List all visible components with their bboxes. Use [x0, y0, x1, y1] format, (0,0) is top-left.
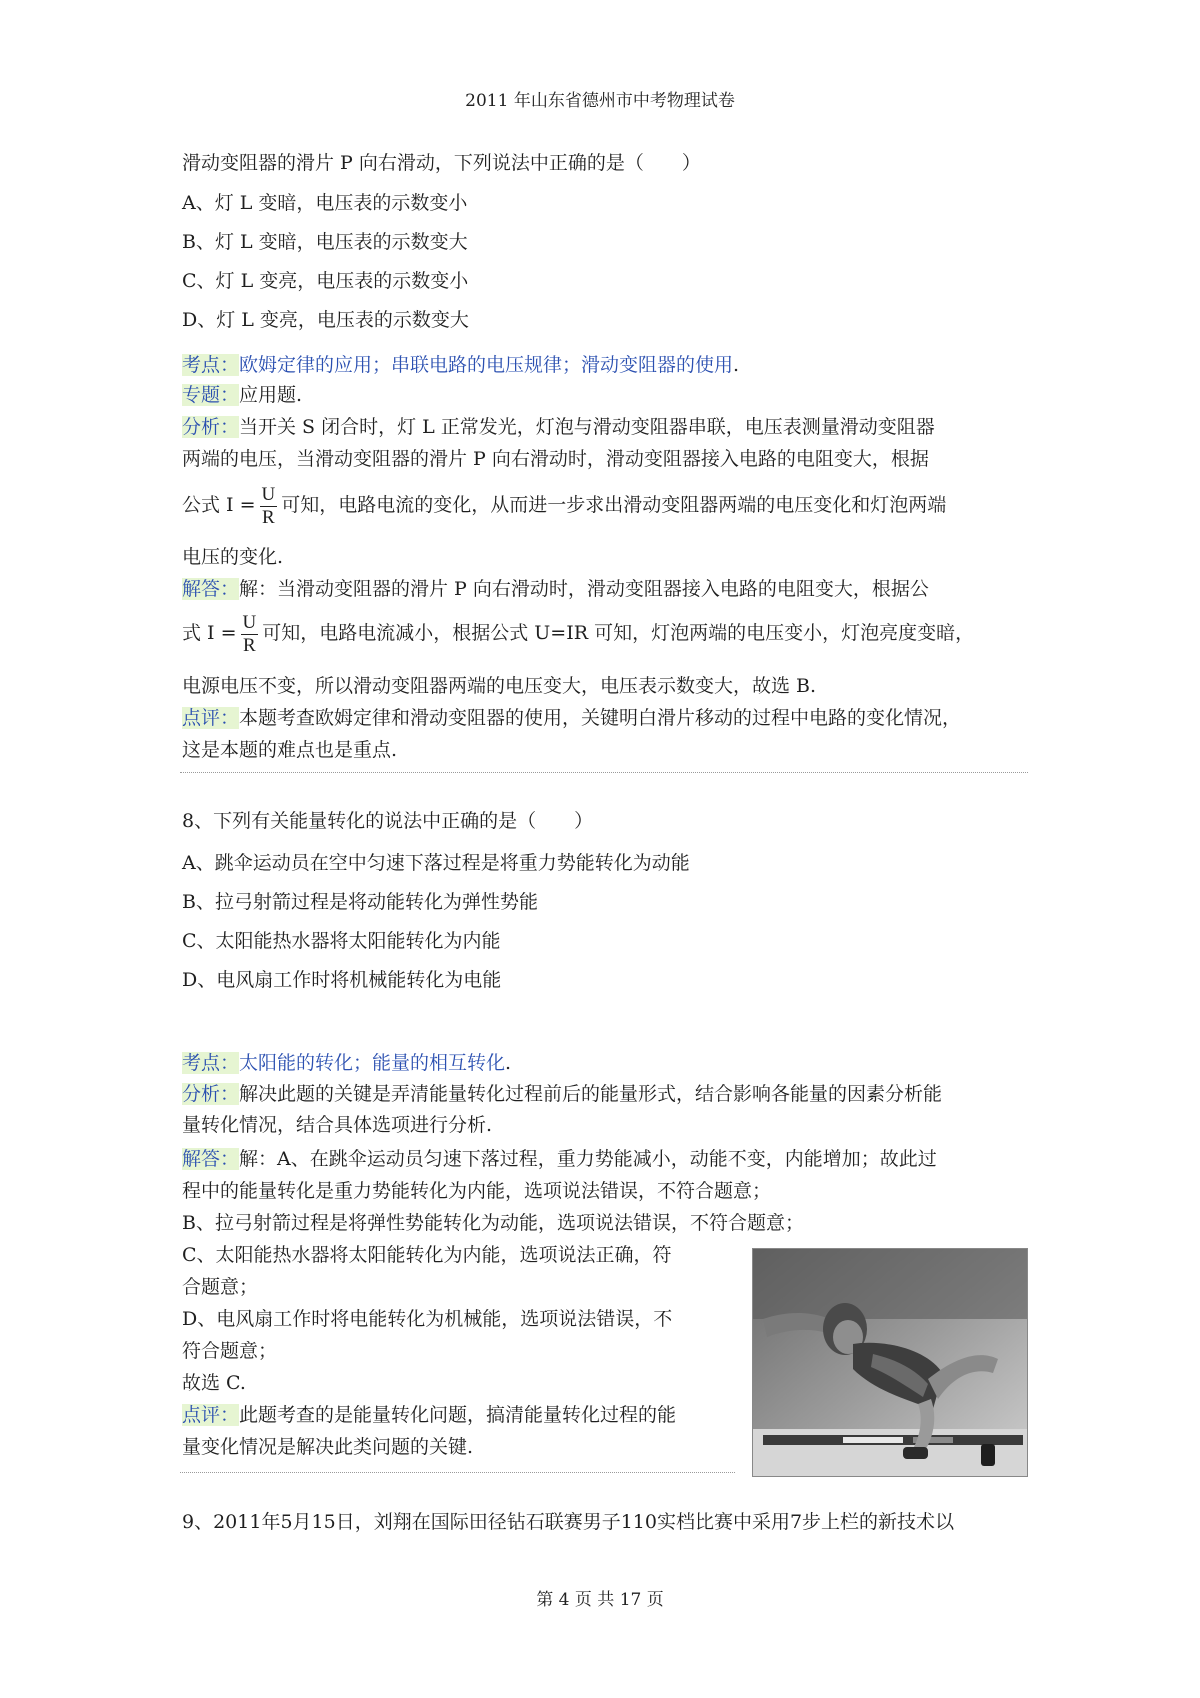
q7-dianping-line-1: 点评：本题考查欧姆定律和滑动变阻器的使用，关键明白滑片移动的过程中电路的变化情况，: [182, 707, 962, 729]
q8-jieda-line-1: 解答：解：A、在跳伞运动员匀速下落过程，重力势能减小，动能不变，内能增加；故此过: [182, 1148, 937, 1170]
hurdler-photo-image: [753, 1249, 1027, 1476]
page-footer: 第 4 页 共 17 页: [536, 1590, 664, 1610]
q8-stem: 8、下列有关能量转化的说法中正确的是（ ）: [182, 810, 594, 832]
divider: [180, 772, 1028, 773]
q7-option-d: D、灯 L 变亮，电压表的示数变大: [182, 309, 469, 331]
ohm-fraction: $\frac{U}{R}$: [242, 611, 257, 656]
q8-jieda-line-8: 故选 C.: [182, 1372, 246, 1394]
page-header: 2011 年山东省德州市中考物理试卷: [465, 91, 735, 111]
q7-kaodian: 考点：欧姆定律的应用；串联电路的电压规律；滑动变阻器的使用.: [182, 354, 740, 376]
ohm-fraction: $\frac{U}{R}$: [261, 483, 276, 528]
q8-jieda-line-5: 合题意；: [182, 1276, 259, 1298]
q7-fenxi-line-3: 公式 I = $\frac{U}{R}$ 可知，电路电流的变化，从而进一步求出滑动变阻器两端的电压变化和灯泡两端: [182, 483, 947, 528]
zhuanti-text: 应用题: [239, 384, 297, 406]
q8-jieda-line-4: C、太阳能热水器将太阳能转化为内能，选项说法正确，符: [182, 1244, 672, 1266]
q8-jieda-line-7: 符合题意；: [182, 1340, 278, 1362]
jieda-label: 解答：: [182, 578, 240, 600]
q7-option-c: C、灯 L 变亮，电压表的示数变小: [182, 270, 469, 292]
q7-fenxi-line-4: 电压的变化.: [182, 546, 284, 568]
q7-jieda-line-2: 式 I = $\frac{U}{R}$ 可知，电路电流减小，根据公式 U=IR 可知，灯泡两端的电压变小，灯泡亮度变暗，: [182, 611, 975, 656]
q7-stem-tail: 滑动变阻器的滑片 P 向右滑动，下列说法中正确的是（ ）: [182, 152, 701, 174]
dianping-label: 点评：: [182, 1404, 240, 1426]
hurdler-photo: [752, 1248, 1028, 1477]
q7-zhuanti: 专题：应用题.: [182, 384, 303, 406]
divider: [180, 1472, 735, 1473]
q8-dianping-line-2: 量变化情况是解决此类问题的关键.: [182, 1436, 474, 1458]
q8-dianping-line-1: 点评：此题考查的是能量转化问题，搞清能量转化过程的能: [182, 1404, 677, 1426]
q8-kaodian: 考点：太阳能的转化；能量的相互转化.: [182, 1052, 512, 1074]
q8-jieda-line-3: B、拉弓射箭过程是将弹性势能转化为动能，选项说法错误，不符合题意；: [182, 1212, 804, 1234]
q8-fenxi-line-2: 量转化情况，结合具体选项进行分析.: [182, 1114, 493, 1136]
q7-fenxi-line-1: 分析：当开关 S 闭合时，灯 L 正常发光，灯泡与滑动变阻器串联，电压表测量滑动变阻器: [182, 416, 935, 438]
fenxi-label: 分析：: [182, 1083, 240, 1105]
kaodian-label: 考点：: [182, 1052, 240, 1074]
q8-option-c: C、太阳能热水器将太阳能转化为内能: [182, 930, 501, 952]
q8-option-b: B、拉弓射箭过程是将动能转化为弹性势能: [182, 891, 538, 913]
q7-dianping-line-2: 这是本题的难点也是重点.: [182, 739, 398, 761]
q8-option-d: D、电风扇工作时将机械能转化为电能: [182, 969, 502, 991]
jieda-label: 解答：: [182, 1148, 240, 1170]
q7-option-a: A、灯 L 变暗，电压表的示数变小: [182, 192, 468, 214]
q8-jieda-line-6: D、电风扇工作时将电能转化为机械能，选项说法错误，不: [182, 1308, 673, 1330]
q7-fenxi-line-2: 两端的电压，当滑动变阻器的滑片 P 向右滑动时，滑动变阻器接入电路的电阻变大，根据: [182, 448, 929, 470]
q8-fenxi-line-1: 分析：解决此题的关键是弄清能量转化过程前后的能量形式，结合影响各能量的因素分析能: [182, 1083, 943, 1105]
q7-jieda-line-3: 电源电压不变，所以滑动变阻器两端的电压变大，电压表示数变大，故选 B.: [182, 675, 817, 697]
q7-jieda-line-1: 解答：解：当滑动变阻器的滑片 P 向右滑动时，滑动变阻器接入电路的电阻变大，根据公: [182, 578, 929, 600]
q9-stem: 9、2011年5月15日，刘翔在国际田径钻石联赛男子110实档比赛中采用7步上栏的新技术以: [182, 1511, 955, 1533]
kaodian-text: 欧姆定律的应用；串联电路的电压规律；滑动变阻器的使用: [239, 354, 734, 376]
q8-option-a: A、跳伞运动员在空中匀速下落过程是将重力势能转化为动能: [182, 852, 690, 874]
q7-option-b: B、灯 L 变暗，电压表的示数变大: [182, 231, 468, 253]
kaodian-text: 太阳能的转化；能量的相互转化: [239, 1052, 506, 1074]
q8-jieda-line-2: 程中的能量转化是重力势能转化为内能，选项说法错误，不符合题意；: [182, 1180, 772, 1202]
zhuanti-label: 专题：: [182, 384, 240, 406]
fenxi-label: 分析：: [182, 416, 240, 438]
kaodian-label: 考点：: [182, 354, 240, 376]
dianping-label: 点评：: [182, 707, 240, 729]
